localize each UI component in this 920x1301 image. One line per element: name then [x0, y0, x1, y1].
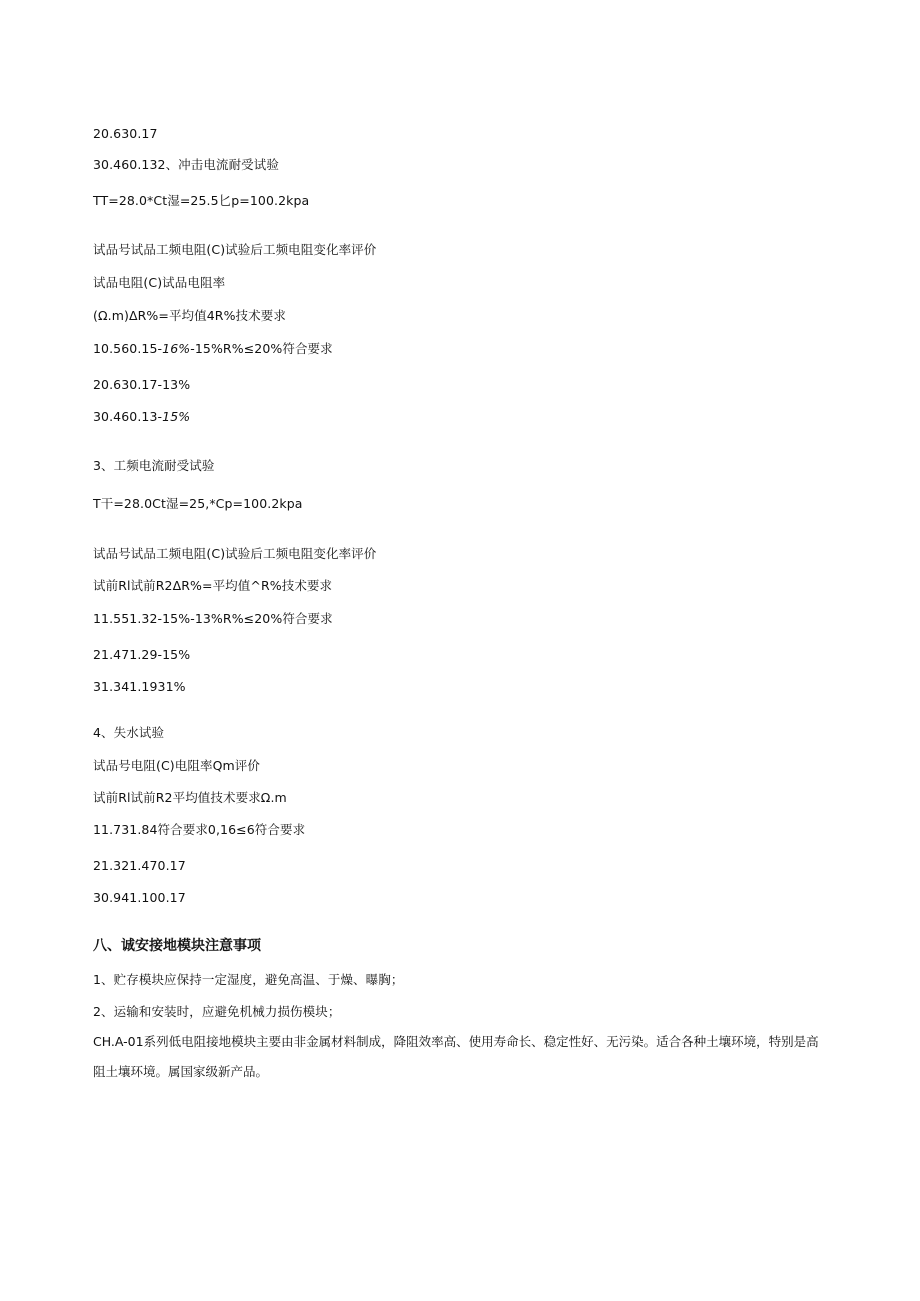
row-value: 30.460.13- [93, 409, 163, 424]
table-header: 试品电阻(C)试品电阻率 [93, 275, 226, 290]
product-description: CH.A-01系列低电阻接地模块主要由非金属材料制成，降阻效率高、使用寿命长、稳定性好、无污染。适合各种土壤环境，特别是高阻土壤环境。属国家级新产品。 [93, 1034, 819, 1079]
notice-item: 1、贮存模块应保持一定湿度，避免高温、于燥、曝胸； [93, 972, 404, 987]
section-title-water-loss-test: 4、失水试验 [93, 725, 165, 740]
table-row: 11.731.84符合要求0,16≤6符合要求 [93, 822, 306, 837]
table-row: 30.941.100.17 [93, 890, 186, 905]
test-conditions: TT=28.0*Ct湿=25.5匕p=100.2kpa [93, 193, 310, 208]
row-value: 10.560.15- [93, 341, 163, 356]
table-row: 21.321.470.17 [93, 858, 186, 873]
section-title-impulse-test: 30.460.132、冲击电流耐受试验 [93, 157, 279, 172]
table-row: 20.630.17-13% [93, 377, 191, 392]
row-value: -15%R%≤20%符合要求 [190, 341, 333, 356]
table-row [93, 341, 333, 357]
table-header: 试前Rl试前R2平均值技术要求Ω.m [93, 790, 287, 805]
table-row: 11.551.32-15%-13%R%≤20%符合要求 [93, 611, 333, 626]
text-line: 20.630.17 [93, 126, 158, 141]
table-header: 试品号试品工频电阻(C)试验后工频电阻变化率评价 [93, 242, 377, 257]
table-row: 21.471.29-15% [93, 647, 191, 662]
table-header: 试品号电阻(C)电阻率Qm评价 [93, 758, 260, 773]
table-row [93, 409, 190, 425]
table-header: (Ω.m)ΔR%=平均值4R%技术要求 [93, 308, 286, 323]
test-conditions: T干=28.0Ct湿=25,*Cp=100.2kpa [93, 496, 303, 511]
section-title-power-frequency-test: 3、工频电流耐受试验 [93, 458, 215, 473]
section-heading: 八、诚安接地模块注意事项 [93, 938, 261, 954]
table-header: 试前Rl试前R2ΔR%=平均值^R%技术要求 [93, 578, 333, 593]
table-row: 31.341.1931% [93, 679, 186, 694]
notice-item: 2、运输和安装时，应避免机械力损伤模块； [93, 1004, 341, 1019]
table-header: 试品号试品工频电阻(C)试验后工频电阻变化率评价 [93, 546, 377, 561]
row-value-italic: 16% [162, 341, 191, 356]
row-value-italic: 15% [162, 409, 191, 424]
